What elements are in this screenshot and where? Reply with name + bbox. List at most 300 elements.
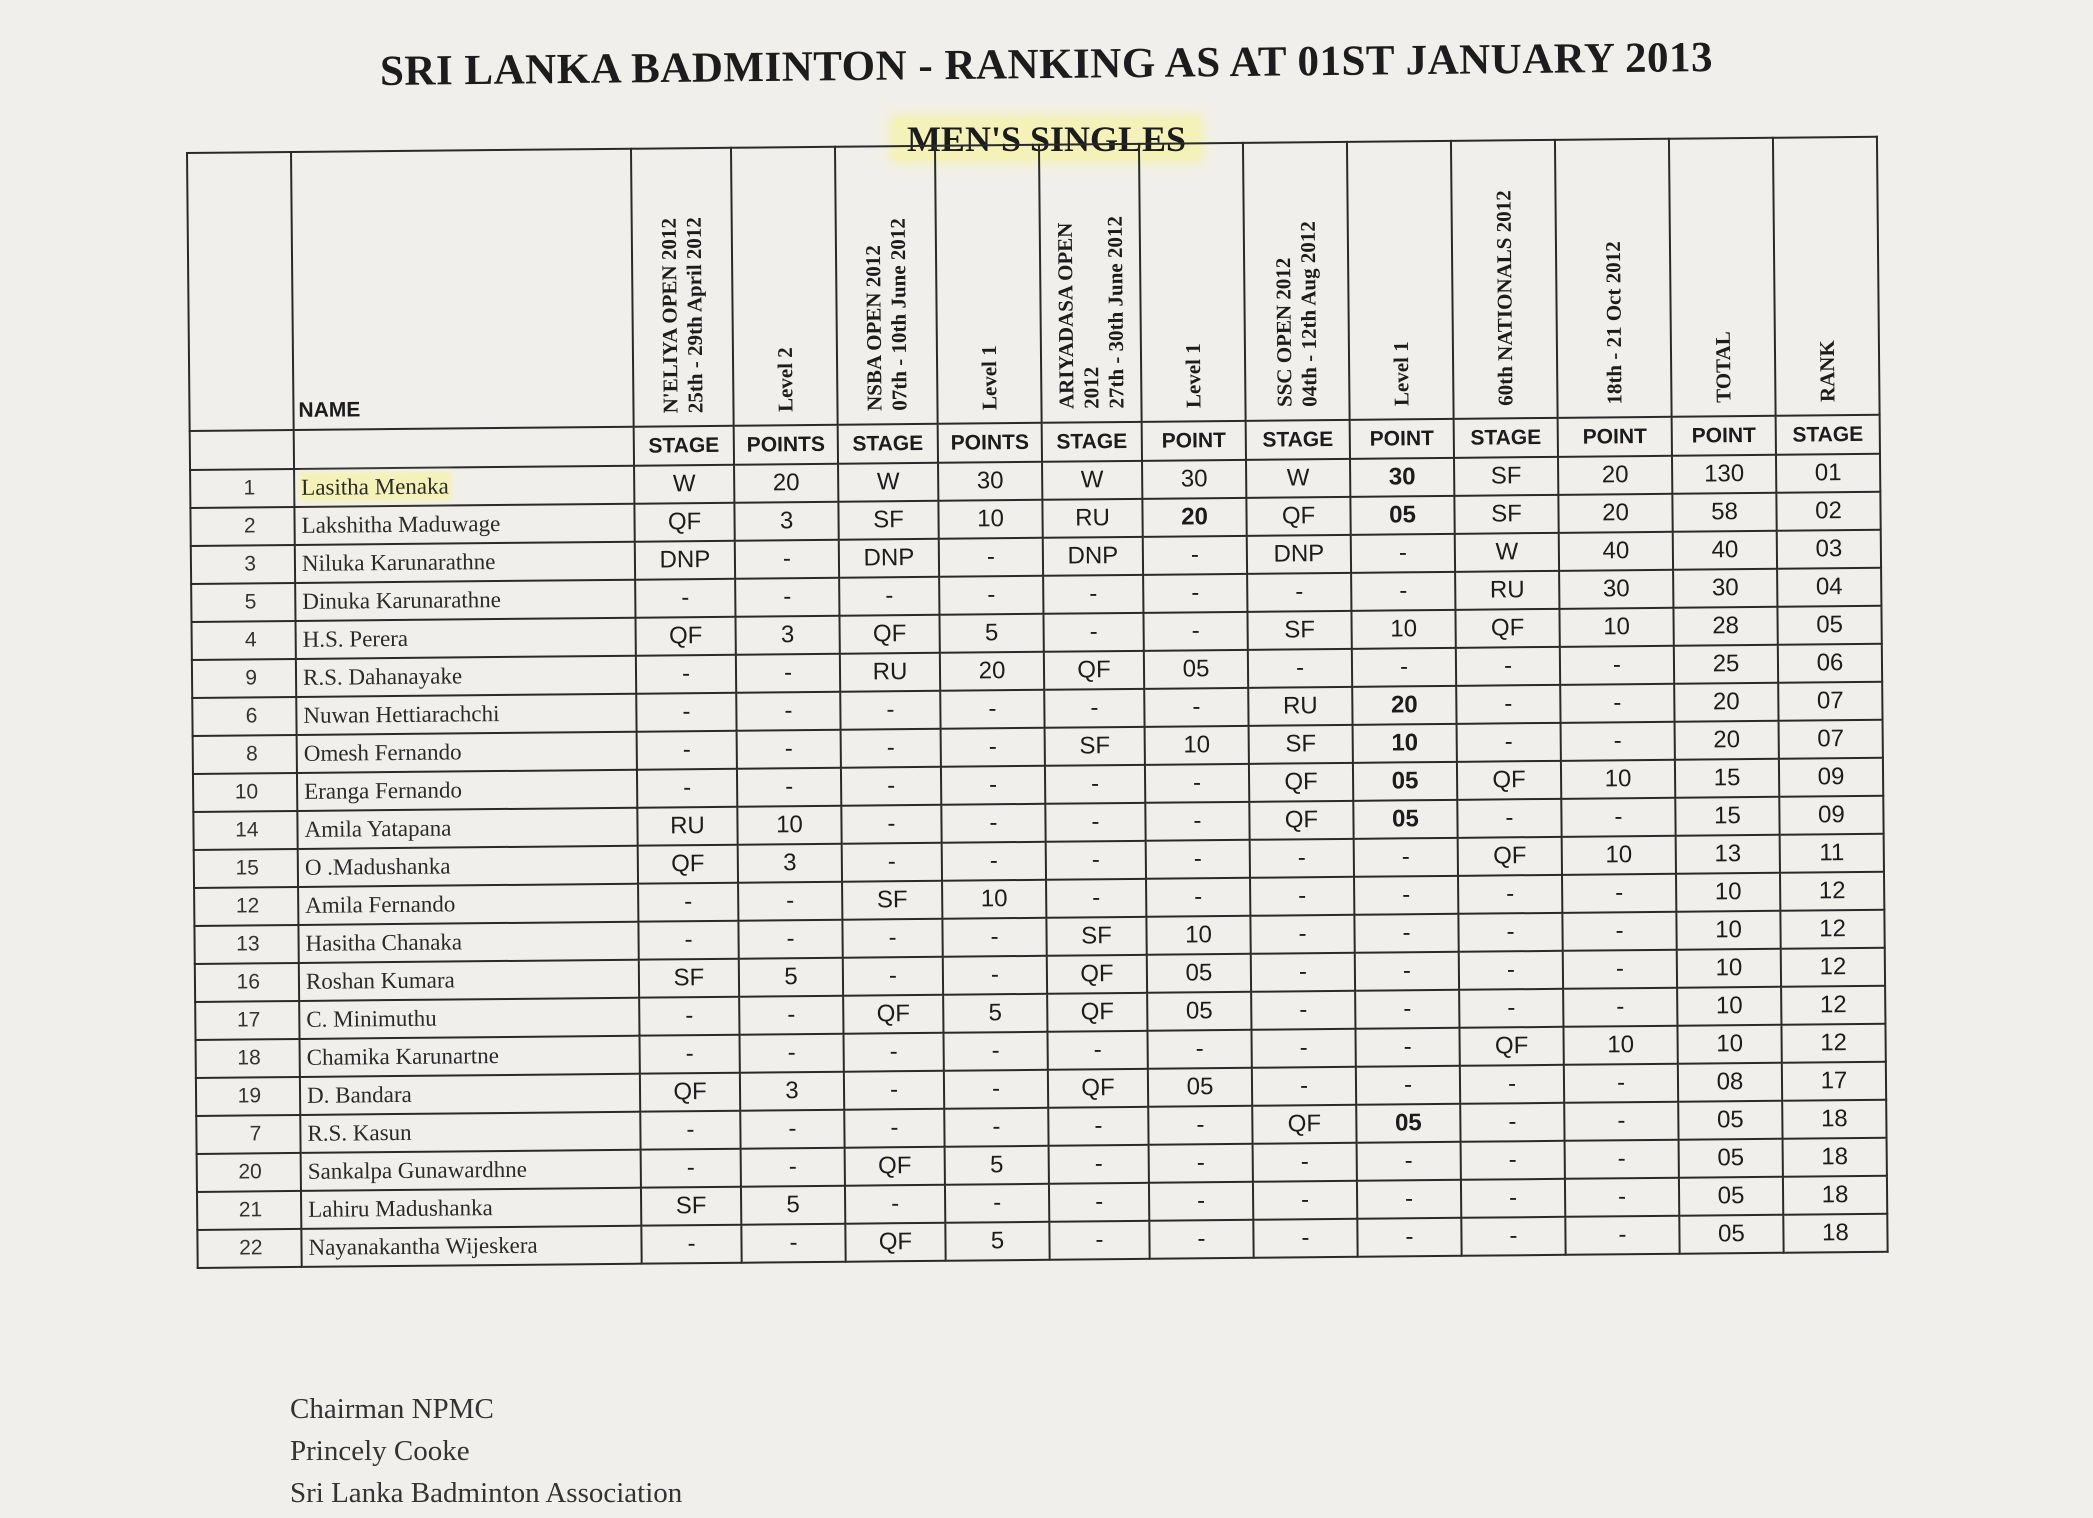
- stage-cell: -: [1049, 1221, 1149, 1260]
- rank-label: RANK: [1814, 340, 1839, 403]
- points-cell: 05: [1147, 954, 1251, 993]
- points-cell: -: [741, 1224, 845, 1263]
- points-cell: -: [1560, 684, 1674, 723]
- stage-cell: -: [1253, 1219, 1357, 1258]
- stage-cell: -: [1250, 839, 1354, 878]
- points-cell: 20: [1558, 494, 1672, 533]
- points-cell: -: [941, 766, 1045, 805]
- points-cell: 12: [1780, 910, 1884, 949]
- stage-cell: -: [641, 1225, 741, 1264]
- stage-cell: 25: [1674, 645, 1778, 684]
- stage-cell: 10: [1677, 1025, 1781, 1064]
- player-name-cell: [298, 846, 638, 887]
- player-name-cell: [295, 542, 635, 583]
- points-cell: -: [1352, 648, 1456, 687]
- stage-cell: -: [841, 767, 941, 806]
- stage-cell: DNP: [1043, 537, 1143, 576]
- points-cell: -: [1351, 572, 1455, 611]
- stage-cell: -: [842, 843, 942, 882]
- stage-cell: -: [1046, 879, 1146, 918]
- subheader-empty: [190, 430, 294, 470]
- player-name-cell: [296, 618, 636, 659]
- event-level-header: [935, 145, 1042, 424]
- name-header: NAME: [291, 149, 634, 430]
- row-number: 15: [194, 849, 298, 888]
- stage-cell: -: [1458, 875, 1562, 914]
- subheader-cell: POINTS: [938, 423, 1042, 463]
- row-number: 12: [194, 887, 298, 926]
- player-name-cell: [300, 1112, 640, 1153]
- points-cell: -: [1356, 1066, 1460, 1105]
- points-cell: 30: [938, 462, 1042, 501]
- index-header: [187, 152, 294, 431]
- points-cell: -: [1143, 536, 1247, 575]
- stage-cell: -: [1457, 799, 1561, 838]
- points-cell: 18: [1783, 1176, 1887, 1215]
- points-cell: 03: [1777, 530, 1881, 569]
- stage-cell: RU: [637, 807, 737, 846]
- points-cell: -: [739, 996, 843, 1035]
- stage-cell: W: [634, 465, 734, 504]
- points-cell: 5: [939, 614, 1043, 653]
- points-cell: -: [942, 842, 1046, 881]
- event-level-header: [731, 147, 838, 426]
- row-number: 16: [195, 963, 299, 1002]
- points-cell: 10: [1563, 1026, 1677, 1065]
- player-name-cell: [297, 808, 637, 849]
- stage-cell: -: [1459, 951, 1563, 990]
- player-name: Sankalpa Gunawardhne: [307, 1156, 527, 1184]
- points-cell: 10: [1561, 760, 1675, 799]
- ranking-sheet: [186, 136, 1889, 1269]
- stage-cell: 28: [1673, 607, 1777, 646]
- stage-cell: 20: [1675, 721, 1779, 760]
- stage-cell: -: [1049, 1145, 1149, 1184]
- stage-cell: 20: [1674, 683, 1778, 722]
- stage-cell: 30: [1673, 569, 1777, 608]
- points-cell: 5: [739, 958, 843, 997]
- stage-cell: -: [1251, 991, 1355, 1030]
- player-name-cell: [296, 656, 636, 697]
- points-cell: -: [1354, 914, 1458, 953]
- stage-cell: -: [1044, 689, 1144, 728]
- stage-cell: W: [1042, 461, 1142, 500]
- subheader-cell: POINT: [1350, 419, 1454, 459]
- subheader-cell: STAGE: [1454, 418, 1558, 458]
- points-cell: -: [736, 692, 840, 731]
- stage-cell: RU: [1042, 499, 1142, 538]
- event-title: ARIYADASA OPEN 2012 27th - 30th June 2012: [1052, 216, 1129, 410]
- points-cell: 11: [1780, 834, 1884, 873]
- player-name-cell: [294, 504, 634, 545]
- event-title: NSBA OPEN 2012 07th - 10th June 2012: [860, 218, 912, 412]
- stage-cell: -: [1247, 573, 1351, 612]
- points-cell: -: [1561, 722, 1675, 761]
- points-cell: 10: [1353, 724, 1457, 763]
- event-header: [1039, 144, 1142, 423]
- points-cell: -: [1354, 876, 1458, 915]
- stage-cell: -: [1456, 647, 1560, 686]
- stage-cell: -: [1045, 765, 1145, 804]
- event-header: [1451, 140, 1558, 419]
- points-cell: 30: [1350, 458, 1454, 497]
- stage-cell: QF: [1252, 1105, 1356, 1144]
- stage-cell: 15: [1675, 797, 1779, 836]
- stage-cell: -: [1253, 1181, 1357, 1220]
- stage-cell: SF: [1046, 917, 1146, 956]
- points-cell: 3: [734, 502, 838, 541]
- stage-cell: RU: [840, 653, 940, 692]
- event-header: [835, 146, 938, 425]
- points-cell: -: [939, 538, 1043, 577]
- points-cell: 05: [1353, 762, 1457, 801]
- row-number: 3: [191, 545, 295, 584]
- stage-cell: 10: [1677, 949, 1781, 988]
- subheader-cell: STAGE: [838, 424, 938, 464]
- stage-cell: RU: [1455, 571, 1559, 610]
- stage-cell: -: [1250, 915, 1354, 954]
- stage-cell: -: [1046, 841, 1146, 880]
- points-cell: 18: [1783, 1138, 1887, 1177]
- points-cell: -: [944, 1108, 1048, 1147]
- player-name: Amila Yatapana: [304, 815, 452, 842]
- stage-cell: QF: [1048, 1069, 1148, 1108]
- points-cell: -: [1357, 1180, 1461, 1219]
- player-name: D. Bandara: [306, 1081, 412, 1108]
- points-cell: -: [1146, 840, 1250, 879]
- stage-cell: QF: [640, 1073, 740, 1112]
- row-number: 21: [197, 1191, 301, 1230]
- stage-cell: QF: [843, 995, 943, 1034]
- stage-cell: -: [636, 693, 736, 732]
- points-cell: 02: [1776, 492, 1880, 531]
- points-cell: 5: [741, 1186, 845, 1225]
- stage-cell: QF: [1246, 497, 1350, 536]
- event-level: Level 1: [1388, 341, 1413, 407]
- points-cell: -: [1351, 534, 1455, 573]
- points-cell: -: [939, 576, 1043, 615]
- player-name-cell: [299, 998, 639, 1039]
- stage-cell: 58: [1672, 493, 1776, 532]
- stage-cell: 05: [1679, 1177, 1783, 1216]
- points-cell: 20: [734, 464, 838, 503]
- points-cell: -: [1564, 1102, 1678, 1141]
- player-name: Lakshitha Maduwage: [301, 511, 501, 538]
- stage-cell: 10: [1676, 873, 1780, 912]
- player-name: Nayanakantha Wijeskera: [308, 1232, 538, 1260]
- event-level-header: [1347, 141, 1454, 420]
- stage-cell: QF: [1457, 761, 1561, 800]
- stage-cell: QF: [638, 845, 738, 884]
- stage-cell: -: [1460, 1065, 1564, 1104]
- points-cell: 04: [1777, 568, 1881, 607]
- player-name: H.S. Perera: [302, 625, 409, 652]
- stage-cell: QF: [839, 615, 939, 654]
- stage-cell: SF: [838, 501, 938, 540]
- stage-cell: QF: [845, 1147, 945, 1186]
- points-cell: -: [738, 882, 842, 921]
- player-name-cell: [297, 770, 637, 811]
- points-cell: -: [737, 730, 841, 769]
- stage-cell: 40: [1673, 531, 1777, 570]
- event-level: 18th - 21 Oct 2012: [1600, 240, 1626, 405]
- points-cell: 10: [942, 880, 1046, 919]
- player-name: Roshan Kumara: [305, 967, 455, 994]
- points-cell: -: [1565, 1216, 1679, 1255]
- points-cell: -: [735, 540, 839, 579]
- total-label: TOTAL: [1710, 331, 1735, 404]
- points-cell: 12: [1781, 1024, 1885, 1063]
- points-cell: 20: [1142, 498, 1246, 537]
- row-number: 17: [195, 1001, 299, 1040]
- player-name-cell: [301, 1188, 641, 1229]
- player-name: R.S. Kasun: [307, 1119, 412, 1146]
- player-name: Nuwan Hettiarachchi: [303, 701, 500, 728]
- stage-cell: -: [845, 1185, 945, 1224]
- points-cell: -: [1563, 988, 1677, 1027]
- row-number: 10: [193, 773, 297, 812]
- stage-cell: SF: [639, 959, 739, 998]
- stage-cell: 05: [1678, 1101, 1782, 1140]
- points-cell: 12: [1781, 948, 1885, 987]
- points-cell: -: [1562, 874, 1676, 913]
- row-number: 20: [197, 1153, 301, 1192]
- stage-cell: -: [1457, 723, 1561, 762]
- event-header: [631, 148, 734, 427]
- player-name-cell: [295, 580, 635, 621]
- player-name-cell: [296, 694, 636, 735]
- points-cell: 10: [1146, 916, 1250, 955]
- points-cell: -: [1354, 838, 1458, 877]
- stage-cell: -: [844, 1071, 944, 1110]
- player-name: Lahiru Madushanka: [308, 1195, 493, 1222]
- stage-cell: -: [1252, 1067, 1356, 1106]
- stage-cell: QF: [1249, 801, 1353, 840]
- stage-cell: -: [640, 1111, 740, 1150]
- points-cell: 10: [737, 806, 841, 845]
- player-name-cell: [297, 732, 637, 773]
- rank-header: [1773, 137, 1880, 416]
- points-cell: 10: [1562, 836, 1676, 875]
- row-number: 2: [190, 507, 294, 546]
- player-name: Omesh Fernando: [303, 739, 462, 766]
- points-cell: -: [738, 920, 842, 959]
- row-number: 22: [197, 1229, 301, 1268]
- stage-cell: W: [1455, 533, 1559, 572]
- points-cell: 05: [1147, 992, 1251, 1031]
- stage-cell: W: [1246, 459, 1350, 498]
- stage-cell: -: [637, 731, 737, 770]
- subheader-empty: [294, 427, 634, 469]
- points-cell: 05: [1148, 1068, 1252, 1107]
- stage-cell: DNP: [635, 541, 735, 580]
- player-name: R.S. Dahanayake: [302, 663, 463, 690]
- points-cell: -: [1143, 574, 1247, 613]
- event-title: N'ELIYA OPEN 2012 25th - 29th April 2012: [656, 216, 708, 414]
- points-cell: -: [735, 578, 839, 617]
- points-cell: 12: [1780, 872, 1884, 911]
- ranking-table: [186, 136, 1889, 1269]
- stage-cell: -: [1461, 1141, 1565, 1180]
- points-cell: -: [741, 1148, 845, 1187]
- player-name: Chamika Karunartne: [306, 1043, 500, 1070]
- stage-cell: SF: [1249, 725, 1353, 764]
- row-number: 9: [192, 659, 296, 698]
- points-cell: -: [1149, 1144, 1253, 1183]
- stage-cell: QF: [1455, 609, 1559, 648]
- stage-cell: QF: [635, 617, 735, 656]
- points-cell: 12: [1781, 986, 1885, 1025]
- points-cell: 07: [1779, 720, 1883, 759]
- stage-cell: -: [842, 919, 942, 958]
- points-cell: 3: [740, 1072, 844, 1111]
- points-cell: 20: [1558, 456, 1672, 495]
- stage-cell: -: [844, 1109, 944, 1148]
- points-cell: -: [739, 1034, 843, 1073]
- points-cell: -: [943, 956, 1047, 995]
- stage-cell: SF: [1247, 611, 1351, 650]
- stage-cell: -: [1250, 877, 1354, 916]
- row-number: 14: [193, 811, 297, 850]
- points-cell: -: [1355, 1028, 1459, 1067]
- event-level: Level 2: [772, 347, 798, 413]
- player-name: C. Minimuthu: [306, 1005, 437, 1032]
- stage-cell: -: [1460, 1103, 1564, 1142]
- stage-cell: 08: [1678, 1063, 1782, 1102]
- stage-cell: -: [1043, 575, 1143, 614]
- points-cell: 06: [1778, 644, 1882, 683]
- stage-cell: -: [1049, 1183, 1149, 1222]
- points-cell: 05: [1777, 606, 1881, 645]
- stage-cell: SF: [842, 881, 942, 920]
- points-cell: 01: [1776, 454, 1880, 493]
- stage-cell: -: [1248, 649, 1352, 688]
- event-header-row: [187, 137, 1880, 431]
- stage-cell: 05: [1679, 1215, 1783, 1254]
- subheader-cell: STAGE: [1042, 422, 1142, 462]
- points-cell: -: [736, 654, 840, 693]
- player-name-cell: [298, 922, 638, 963]
- event-level: Level 1: [976, 345, 1002, 411]
- player-name: Eranga Fernando: [304, 777, 463, 804]
- stage-cell: W: [838, 463, 938, 502]
- stage-cell: -: [635, 579, 735, 618]
- stage-cell: QF: [1044, 651, 1144, 690]
- row-number: 7: [196, 1115, 300, 1154]
- points-cell: 20: [940, 652, 1044, 691]
- points-cell: 07: [1778, 682, 1882, 721]
- points-cell: -: [1562, 912, 1676, 951]
- stage-cell: -: [840, 691, 940, 730]
- stage-cell: 10: [1677, 987, 1781, 1026]
- stage-cell: -: [839, 577, 939, 616]
- row-number: 6: [192, 697, 296, 736]
- stage-cell: -: [841, 729, 941, 768]
- stage-cell: -: [1461, 1217, 1565, 1256]
- event-title: SSC OPEN 2012 04th - 12th Aug 2012: [1271, 221, 1322, 408]
- points-cell: -: [1565, 1178, 1679, 1217]
- stage-cell: -: [636, 655, 736, 694]
- stage-cell: -: [1047, 1031, 1147, 1070]
- points-cell: 17: [1782, 1062, 1886, 1101]
- player-name-cell: [294, 466, 634, 507]
- points-cell: 3: [738, 844, 842, 883]
- points-cell: 05: [1144, 650, 1248, 689]
- points-cell: 5: [945, 1146, 1049, 1185]
- player-name: Hasitha Chanaka: [305, 929, 463, 956]
- points-cell: 05: [1356, 1104, 1460, 1143]
- player-name: Lasitha Menaka: [301, 473, 449, 500]
- page-title: SRI LANKA BADMINTON - RANKING AS AT 01ST JANUARY 2013: [379, 34, 1714, 95]
- points-cell: -: [1565, 1140, 1679, 1179]
- points-cell: 3: [735, 616, 839, 655]
- signature-name: Princely Cooke: [290, 1435, 470, 1467]
- points-cell: -: [944, 1070, 1048, 1109]
- event-title: 60th NATIONALS 2012: [1490, 189, 1517, 406]
- stage-cell: -: [1456, 685, 1560, 724]
- player-name-cell: [299, 960, 639, 1001]
- points-cell: -: [1355, 990, 1459, 1029]
- row-number: 8: [193, 735, 297, 774]
- points-cell: 30: [1559, 570, 1673, 609]
- stage-cell: QF: [1047, 955, 1147, 994]
- points-cell: 10: [1559, 608, 1673, 647]
- points-cell: -: [1355, 952, 1459, 991]
- stage-cell: -: [841, 805, 941, 844]
- player-name-cell: [300, 1074, 640, 1115]
- player-name-cell: [301, 1150, 641, 1191]
- points-cell: 20: [1352, 686, 1456, 725]
- stage-cell: SF: [641, 1187, 741, 1226]
- points-cell: 5: [945, 1222, 1049, 1261]
- stage-cell: SF: [1045, 727, 1145, 766]
- points-cell: -: [941, 728, 1045, 767]
- row-number: 4: [192, 621, 296, 660]
- points-cell: -: [1145, 764, 1249, 803]
- stage-cell: -: [638, 921, 738, 960]
- stage-cell: -: [1045, 803, 1145, 842]
- stage-cell: QF: [1047, 993, 1147, 1032]
- player-name: Niluka Karunarathne: [301, 549, 496, 576]
- stage-cell: -: [1043, 613, 1143, 652]
- stage-cell: 10: [1676, 911, 1780, 950]
- stage-cell: -: [843, 957, 943, 996]
- stage-cell: QF: [634, 503, 734, 542]
- row-number: 1: [190, 469, 294, 508]
- stage-cell: -: [1458, 913, 1562, 952]
- stage-cell: QF: [1459, 1027, 1563, 1066]
- stage-cell: -: [1461, 1179, 1565, 1218]
- player-name: Dinuka Karunarathne: [302, 586, 502, 614]
- points-cell: -: [1147, 1030, 1251, 1069]
- points-cell: -: [1564, 1064, 1678, 1103]
- row-number: 13: [194, 925, 298, 964]
- table-body: [190, 454, 1888, 1268]
- subheader-cell: POINTS: [734, 425, 838, 465]
- signature-block: [290, 1388, 682, 1514]
- stage-cell: QF: [1458, 837, 1562, 876]
- points-cell: 18: [1782, 1100, 1886, 1139]
- points-cell: 30: [1142, 460, 1246, 499]
- stage-cell: -: [1251, 953, 1355, 992]
- player-name: O .Madushanka: [304, 853, 451, 880]
- stage-cell: SF: [1454, 457, 1558, 496]
- stage-cell: RU: [1248, 687, 1352, 726]
- subheader-cell: STAGE: [634, 426, 734, 466]
- event-level: Level 1: [1180, 343, 1206, 409]
- total-header: [1669, 138, 1776, 417]
- subheader-cell: STAGE: [1776, 415, 1880, 455]
